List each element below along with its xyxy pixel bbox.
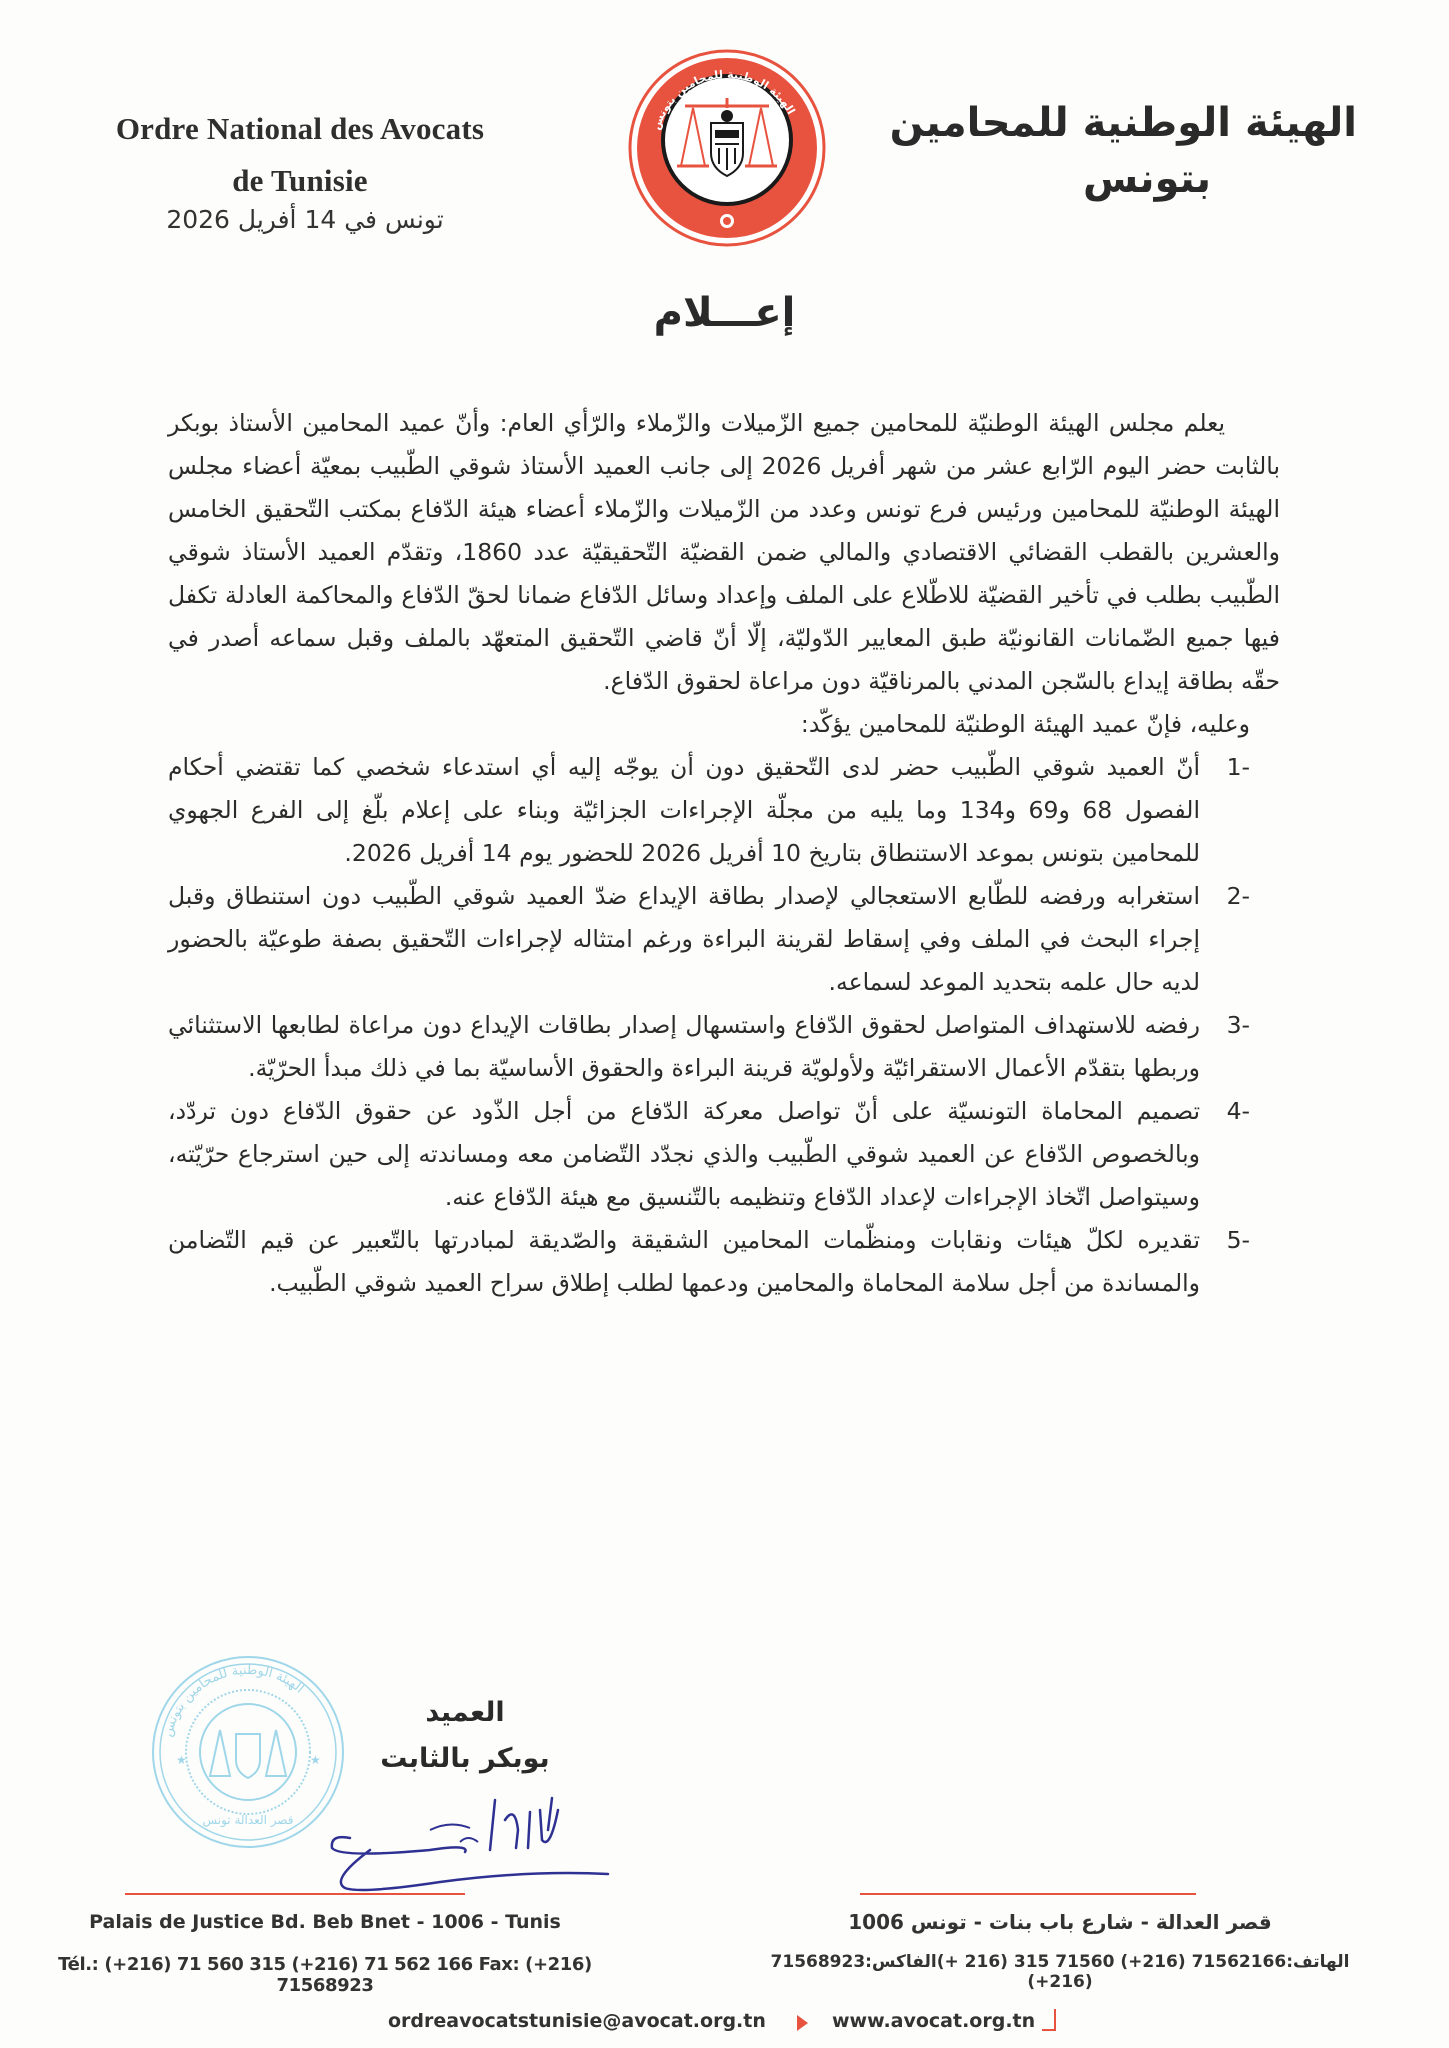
list-item: [168, 746, 1280, 875]
footer-french-address: Palais de Justice Bd. Beb Bnet - 1006 - Tunis: [89, 1911, 561, 1933]
svg-text:الهيئة الوطنية للمحامين بتونس: الهيئة الوطنية للمحامين بتونس: [649, 67, 798, 132]
french-org-name-line1: Ordre National des Avocats: [115, 111, 485, 146]
list-item-text: أنّ العميد شوقي الطّبيب حضر لدى التّحقيق دون أن يوجّه إليه أي استدعاء شخصي كما تقتضي أحكام الفصول 68 و69 و134 وما يليه من مجلّة الإجراءات الجزائيّة وبناء على إعلام بلّغ إلى الفرع الجهوي للمحامين بتونس بموعد الاستنطاق بتاريخ 10 أفريل 2026 للحضور يوم 14 أفريل 2026.: [168, 753, 1200, 867]
footer-french-phone: Tél.: (+216) 71 560 315 (+216) 71 562 166 Fax: (+216) 71568923: [58, 1954, 592, 1996]
document-body: [168, 402, 1280, 1305]
document-heading: إعـــلام: [653, 290, 796, 336]
handwritten-signature-icon: [290, 1790, 610, 1900]
footer-divider-left: [125, 1893, 465, 1895]
list-item: [168, 1219, 1280, 1305]
signatory-title: العميد: [425, 1697, 505, 1728]
arabic-org-name-line2: بتونس: [1083, 156, 1211, 202]
list-item-text: تصميم المحاماة التونسيّة على أنّ تواصل معركة الدّفاع من أجل الذّود عن حقوق الدّفاع دون تردّد، وبالخصوص الدّفاع عن العميد شوقي الطّبيب والذي نجدّد التّضامن معه ومساندته إلى حين استرجاع حرّيّته، وسيتواصل اتّخاذ الإجراءات لإعداد الدّفاع وتنظيمه بالتّنسيق مع هيئة الدّفاع عنه.: [168, 1097, 1200, 1211]
svg-text:قصر العدالة تونس: قصر العدالة تونس: [202, 1813, 294, 1827]
footer-divider-right: [860, 1893, 1196, 1895]
arabic-org-name-line1: الهيئة الوطنية للمحامين: [889, 100, 1357, 146]
list-item: [168, 1090, 1280, 1219]
list-item: [168, 1004, 1280, 1090]
footer-website-link[interactable]: www.avocat.org.tn: [832, 2010, 1036, 2032]
footer-arabic-phone: الهاتف:71562166 (216+) 71560 315 (216 +)الفاكس:71568923 (216+): [770, 1952, 1350, 1992]
french-org-name: [70, 103, 530, 207]
arrow-right-icon: [797, 2015, 808, 2031]
list-item-number: 1-: [1226, 753, 1250, 781]
signatory-name: بوبكر بالثابت: [380, 1743, 550, 1774]
list-item-number: 3-: [1226, 1011, 1250, 1039]
arabic-org-name: [857, 95, 1357, 207]
list-item-text: رفضه للاستهداف المتواصل لحقوق الدّفاع واستسهال إصدار بطاقات الإيداع دون مراعاة لطابعها الاستثنائي وربطها بتقدّم الأعمال الاستقرائيّة ولأولويّة قرينة البراءة والحقوق الأساسيّة بما في ذلك مبدأ الحرّيّة.: [168, 1011, 1200, 1082]
svg-text:★: ★: [310, 1753, 321, 1767]
footer-email-link[interactable]: ordreavocatstunisie@avocat.org.tn: [388, 2010, 766, 2032]
list-item-text: استغرابه ورفضه للطّابع الاستعجالي لإصدار بطاقة الإيداع ضدّ العميد شوقي الطّبيب دون استنطاق وقبل إجراء البحث في الملف وفي إسقاط لقرينة البراءة ورغم امتثاله لإجراءات التّحقيق بصفة طوعيّة بالحضور لديه حال علمه بتحديد الموعد لسماعه.: [168, 882, 1200, 996]
points-list: [168, 746, 1280, 1305]
bar-association-seal-icon: [627, 48, 827, 248]
list-item-text: تقديره لكلّ هيئات ونقابات ومنظّمات المحامين الشقيقة والصّديقة لمبادرتها بالتّعبير عن قيم التّضامن والمساندة من أجل سلامة المحاماة والمحامين ودعمها لطلب إطلاق سراح العميد شوقي الطّبيب.: [168, 1226, 1200, 1297]
list-item-number: 2-: [1226, 882, 1250, 910]
signatory-block: [380, 1690, 550, 1782]
footer-arabic-address: قصر العدالة - شارع باب بنات - تونس 1006: [848, 1910, 1272, 1934]
list-item-number: 4-: [1226, 1097, 1250, 1125]
list-item: [168, 875, 1280, 1004]
list-item-number: 5-: [1226, 1226, 1250, 1254]
svg-text:الهيئة الوطنية للمحامين بتونس: الهيئة الوطنية للمحامين بتونس: [160, 1662, 307, 1739]
corner-bracket-icon: [1042, 2009, 1056, 2031]
lead-in-statement: وعليه، فإنّ عميد الهيئة الوطنيّة للمحامين يؤكّد:: [800, 710, 1250, 738]
document-date: تونس في 14 أفريل 2026: [166, 205, 444, 234]
intro-paragraph: يعلم مجلس الهيئة الوطنيّة للمحامين جميع الزّميلات والزّملاء والرّأي العام: وأنّ عميد المحامين الأستاذ بوبكر بالثابت حضر اليوم الرّابع عشر من شهر أفريل 2026 إلى جانب العميد الأستاذ شوقي الطّبيب بمعيّة أعضاء مجلس الهيئة الوطنيّة للمحامين ورئيس فرع تونس وعدد من الزّميلات والزّملاء أعضاء هيئة الدّفاع بمكتب التّحقيق الخامس والعشرين بالقطب القضائي الاقتصادي والمالي ضمن القضيّة التّحقيقيّة عدد 1860، وتقدّم العميد الأستاذ شوقي الطّبيب بطلب في تأخير القضيّة للاطّلاع على الملف وإعداد وسائل الدّفاع ضمانا لحقّ الدّفاع والمحاكمة العادلة تكفل فيها جميع الضّمانات القانونيّة طبق المعايير الدّوليّة، إلّا أنّ قاضي التّحقيق المتعهّد بالملف وقبل سماعه أصدر في حقّه بطاقة إيداع بالسّجن المدني بالمرناقيّة دون مراعاة لحقوق الدّفاع.: [168, 409, 1281, 695]
svg-text:★: ★: [176, 1753, 187, 1767]
french-org-name-line2: de Tunisie: [232, 163, 368, 198]
